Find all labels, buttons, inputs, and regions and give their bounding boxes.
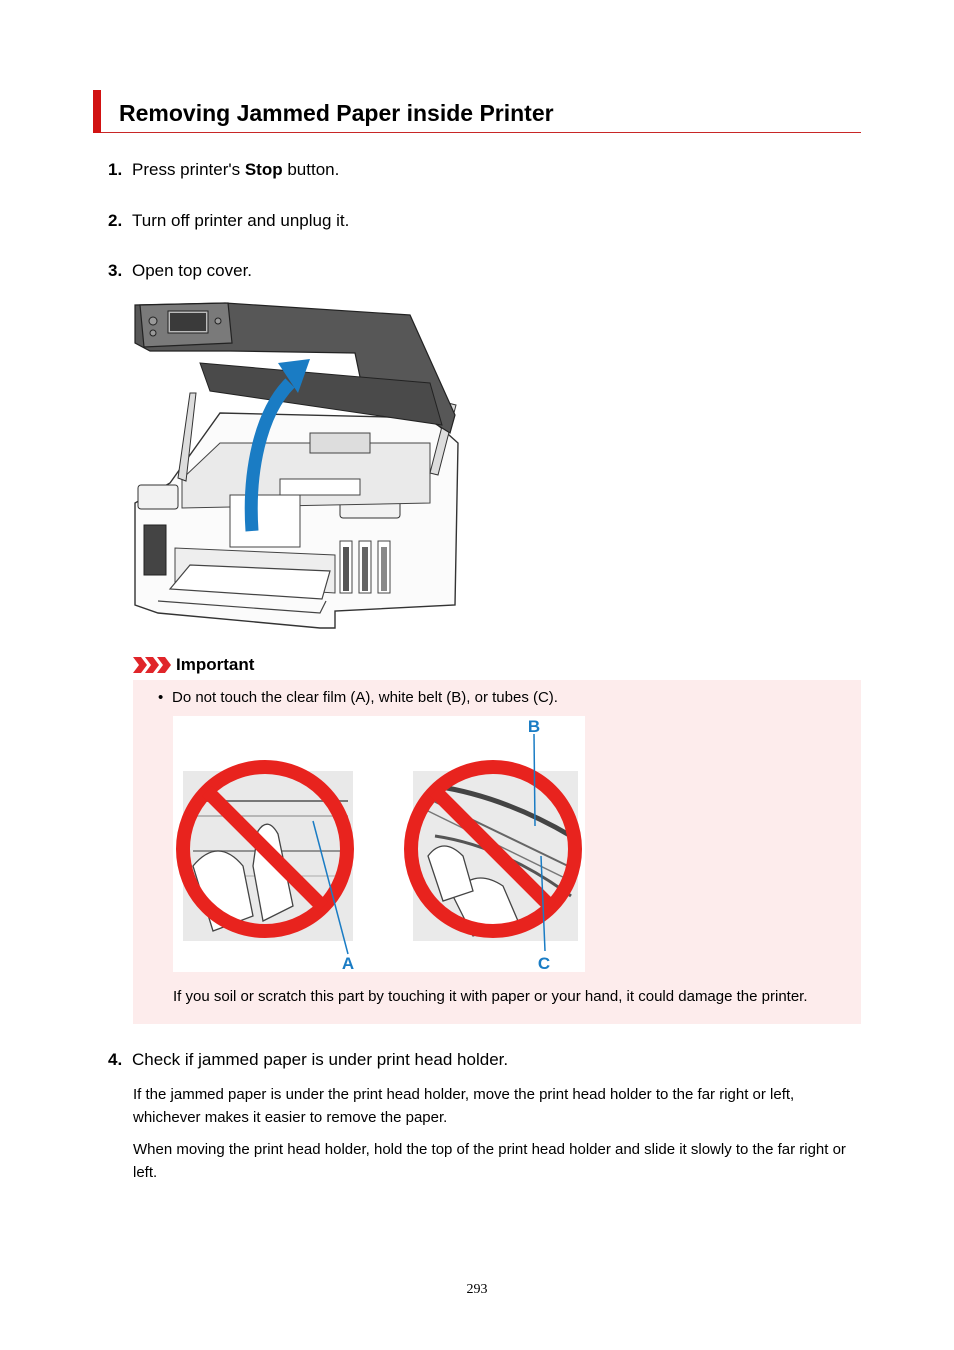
heading-accent-bar [93,90,101,133]
important-chevron-icon [133,656,173,674]
step-text: Check if jammed paper is under print head holder. [132,1050,509,1069]
stop-button-label: Stop [244,160,283,179]
page-title: Removing Jammed Paper inside Printer [119,100,554,126]
step-text: Turn off printer and unplug it. [132,211,350,230]
do-not-touch-illustration [173,716,585,972]
clear-film-scene [183,767,353,954]
label-a: A [341,954,355,972]
step-4-paragraph-1: If the jammed paper is under the print head holder, move the print head holder to the far right or left, whichever makes it easier to remove the paper. [133,1086,795,1126]
step-text: Press printer's Stop button. [132,160,340,179]
bullet-text: Do not touch the clear film (A), white belt (B), or tubes (C). [172,689,558,706]
step-1 [108,159,339,181]
step-3 [108,260,252,282]
heading-underline [101,132,861,133]
important-box [133,680,861,1024]
important-label: Important [176,655,255,674]
label-b: B [527,717,541,736]
important-note: If you soil or scratch this part by touching it with paper or your hand, it could damage the printer. [173,988,808,1005]
step-number: 1. [108,160,123,179]
step-text: Open top cover. [132,261,253,280]
belt-tubes-scene [411,734,578,951]
important-bullet [158,688,558,708]
section-heading [93,90,861,133]
step-number: 2. [108,211,123,230]
page-number: 293 [466,1282,488,1297]
printer-open-cover-illustration [130,293,462,633]
step-2 [108,210,349,232]
step-number: 3. [108,261,123,280]
step-number: 4. [108,1050,123,1069]
step-4-paragraph-2: When moving the print head holder, hold the top of the print head holder and slide it slowly to the far right or left. [133,1141,846,1181]
bullet-icon: • [158,689,164,706]
label-c: C [537,954,551,972]
step-4 [108,1049,508,1071]
